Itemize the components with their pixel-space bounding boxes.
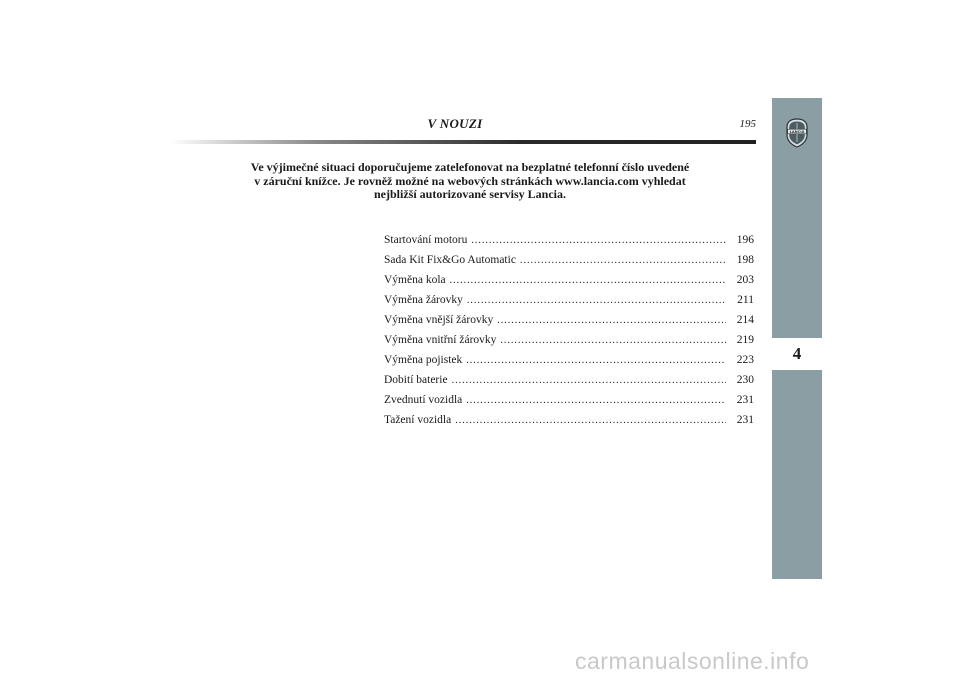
toc-entry-label: Dobití baterie: [384, 374, 448, 386]
page-title: V NOUZI: [427, 116, 483, 131]
toc-entry-label: Sada Kit Fix&Go Automatic: [384, 254, 516, 266]
lancia-logo-icon: [785, 118, 809, 148]
toc-leader-dots: [452, 375, 726, 386]
toc-entry[interactable]: [384, 234, 754, 254]
watermark-text: carmanualsonline.info: [575, 648, 810, 674]
toc-entry[interactable]: [384, 314, 754, 334]
toc-entry-page: 203: [736, 274, 754, 286]
toc-entry-label: Tažení vozidla: [384, 414, 452, 426]
toc-entry[interactable]: [384, 334, 754, 354]
toc-entry[interactable]: [384, 354, 754, 374]
intro-line: Ve výjimečné situaci doporučujeme zatelefonovat na bezplatné telefonní číslo uvedené: [250, 160, 690, 174]
toc-entry-page: 211: [737, 294, 754, 306]
toc-entry-page: 231: [736, 414, 754, 426]
toc-entry-label: Startování motoru: [384, 234, 468, 246]
table-of-contents: [384, 234, 754, 434]
toc-entry-page: 198: [736, 254, 754, 266]
toc-leader-dots: [450, 275, 726, 286]
header-rule: [170, 140, 756, 144]
toc-entry[interactable]: [384, 414, 754, 434]
toc-leader-dots: [500, 335, 726, 346]
toc-entry[interactable]: [384, 394, 754, 414]
toc-entry-page: 230: [736, 374, 754, 386]
chapter-number: 4: [772, 338, 822, 370]
chapter-side-tab: [772, 98, 822, 579]
toc-entry[interactable]: [384, 294, 754, 314]
toc-entry-label: Výměna vnitřní žárovky: [384, 334, 497, 346]
toc-leader-dots: [497, 315, 726, 326]
toc-entry-page: 231: [736, 394, 754, 406]
svg-text:LANCIA: LANCIA: [789, 129, 805, 134]
toc-leader-dots: [471, 235, 726, 246]
toc-entry[interactable]: [384, 254, 754, 274]
toc-leader-dots: [455, 415, 726, 426]
toc-leader-dots: [466, 395, 726, 406]
toc-entry-label: Výměna kola: [384, 274, 446, 286]
toc-entry[interactable]: [384, 274, 754, 294]
toc-leader-dots: [466, 355, 726, 366]
toc-leader-dots: [467, 295, 726, 306]
toc-entry-page: 196: [736, 234, 754, 246]
toc-entry-page: 223: [736, 354, 754, 366]
intro-paragraph: [240, 161, 700, 202]
toc-entry[interactable]: [384, 374, 754, 394]
intro-line: v záruční knížce. Je rovněž možné na webových stránkách www.lancia.com vyhledat: [254, 173, 686, 188]
toc-leader-dots: [520, 255, 726, 266]
toc-entry-page: 219: [736, 334, 754, 346]
toc-entry-label: Výměna vnější žárovky: [384, 314, 494, 326]
toc-entry-label: Zvednutí vozidla: [384, 394, 463, 406]
toc-entry-label: Výměna žárovky: [384, 294, 463, 306]
toc-entry-label: Výměna pojistek: [384, 354, 463, 366]
intro-line: nejbližší autorizované servisy Lancia.: [374, 187, 566, 201]
page-number: 195: [739, 118, 756, 130]
toc-entry-page: 214: [736, 314, 754, 326]
